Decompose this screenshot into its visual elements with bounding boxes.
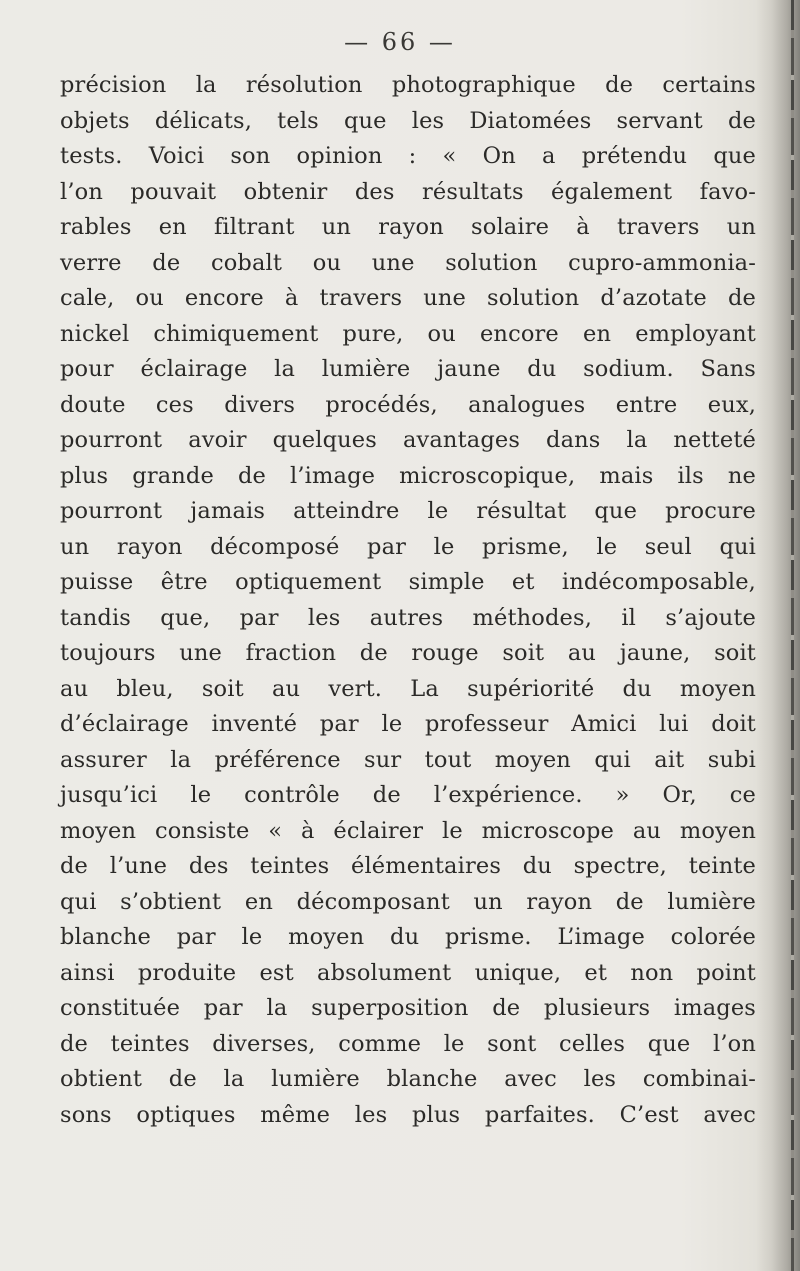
text-line: pourront jamais atteindre le résultat que procure [60, 498, 756, 524]
text-line: nickel chimiquement pure, ou encore en employant [60, 320, 756, 347]
text-line: plus grande de l’image microscopique, mais ils ne [60, 462, 756, 489]
text-line: jusqu’ici le contrôle de l’expérience. » Or, ce [60, 782, 756, 808]
text-line: d’éclairage inventé par le professeur Amici lui doit [60, 711, 756, 737]
text-line: assurer la préférence sur tout moyen qui ait subi [60, 746, 756, 773]
text-line: tandis que, par les autres méthodes, il s’ajoute [60, 604, 756, 631]
text-line: tests. Voici son opinion : « On a prétendu que [60, 143, 756, 169]
body-text [60, 68, 756, 1133]
text-line: puisse être optiquement simple et indécomposable, [60, 569, 756, 595]
text-line: toujours une fraction de rouge soit au jaune, soit [60, 640, 756, 666]
text-line: qui s’obtient en décomposant un rayon de lumière [60, 888, 756, 915]
text-line: constituée par la superposition de plusieurs images [60, 995, 756, 1021]
text-line: l’on pouvait obtenir des résultats également favo- [60, 178, 756, 205]
text-line: un rayon décomposé par le prisme, le seul qui [60, 533, 756, 560]
binding-edge [791, 0, 794, 1271]
text-line: pourront avoir quelques avantages dans la netteté [60, 427, 756, 453]
text-line: verre de cobalt ou une solution cupro-ammonia- [60, 249, 756, 276]
text-line: cale, ou encore à travers une solution d’azotate de [60, 285, 756, 311]
text-line: objets délicats, tels que les Diatomées servant de [60, 107, 756, 134]
text-line: sons optiques même les plus parfaites. C’est avec [60, 1101, 756, 1128]
text-line: pour éclairage la lumière jaune du sodium. Sans [60, 356, 756, 382]
text-line: blanche par le moyen du prisme. L’image colorée [60, 924, 756, 950]
text-line: de l’une des teintes élémentaires du spectre, teinte [60, 853, 756, 879]
text-line: de teintes diverses, comme le sont celles que l’on [60, 1030, 756, 1057]
page-number: — 66 — [344, 28, 456, 56]
text-line: précision la résolution photographique de certains [60, 72, 756, 98]
text-line: moyen consiste « à éclairer le microscope au moyen [60, 817, 756, 844]
text-line: ainsi produite est absolument unique, et non point [60, 959, 756, 986]
text-line: rables en filtrant un rayon solaire à travers un [60, 214, 756, 240]
text-line: au bleu, soit au vert. La supériorité du moyen [60, 675, 756, 702]
text-line: obtient de la lumière blanche avec les combinai- [60, 1066, 756, 1092]
text-line: doute ces divers procédés, analogues entre eux, [60, 391, 756, 418]
